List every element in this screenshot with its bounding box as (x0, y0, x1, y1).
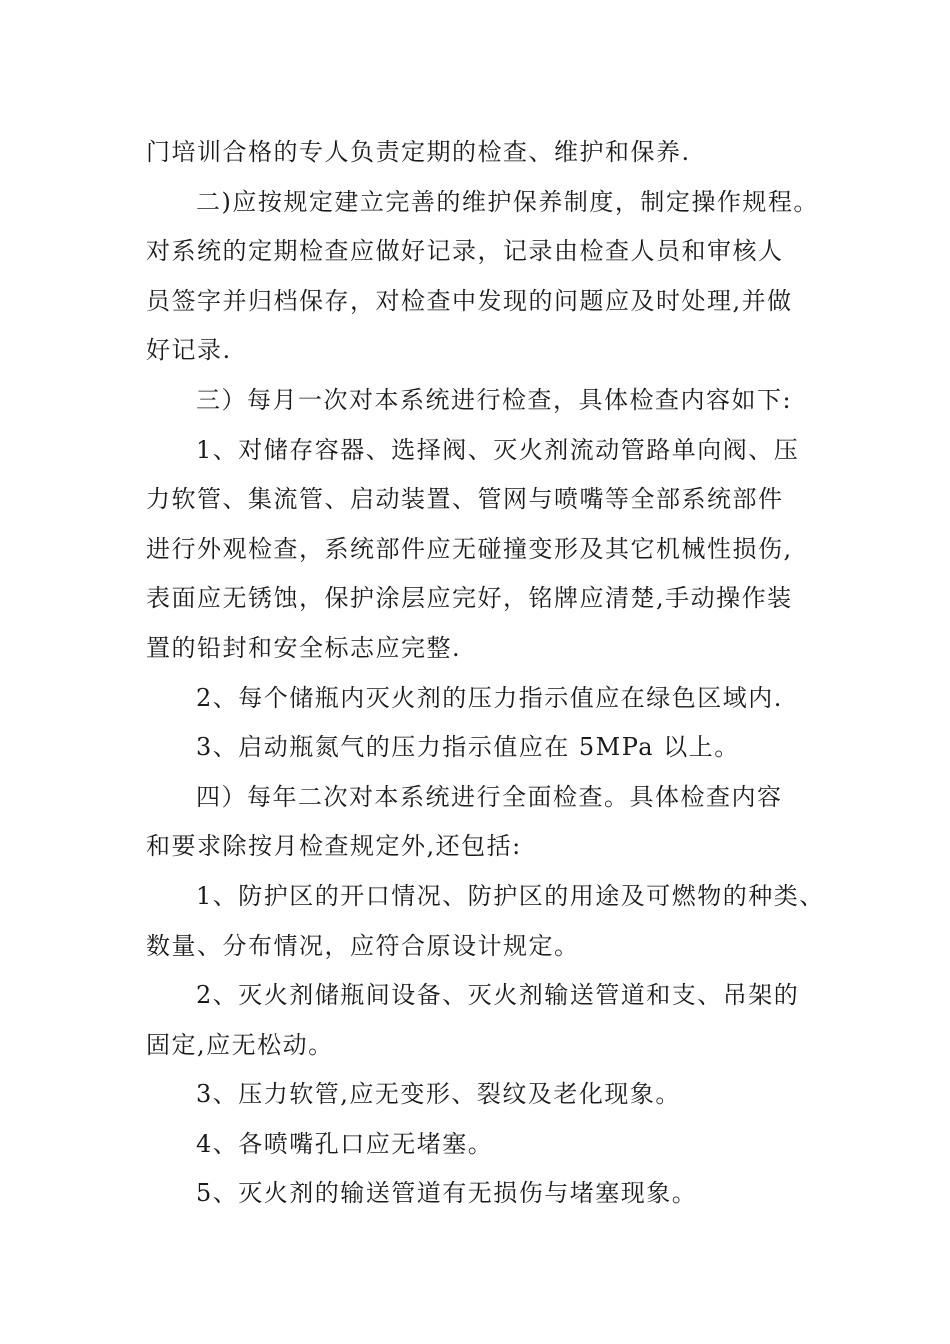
text-line: 力软管、集流管、启动装置、管网与喷嘴等全部系统部件 (146, 485, 784, 514)
text-line: 员签字并归档保存，对检查中发现的问题应及时处理,并做 (146, 286, 793, 315)
text-line: 2、每个储瓶内灭火剂的压力指示值应在绿色区域内. (196, 683, 783, 712)
text-line: 置的铅封和安全标志应完整. (146, 633, 462, 662)
text-line: 好记录. (146, 336, 232, 365)
text-line: 1、防护区的开口情况、防护区的用途及可燃物的种类、 (196, 881, 825, 910)
text-line: 5、灭火剂的输送管道有无损伤与堵塞现象。 (196, 1179, 698, 1208)
text-line: 表面应无锈蚀，保护涂层应完好，铭牌应清楚,手动操作装 (146, 584, 793, 613)
text-line: 数量、分布情况，应符合原设计规定。 (146, 931, 580, 960)
text-line: 门培训合格的专人负责定期的检查、维护和保养. (146, 138, 691, 166)
text-line: 和要求除按月检查规定外,还包括: (146, 832, 522, 861)
text-line: 对系统的定期检查应做好记录，记录由检查人员和审核人 (146, 237, 784, 266)
text-line: 2、灭火剂储瓶间设备、灭火剂输送管道和支、吊架的 (196, 981, 800, 1010)
text-line: 三）每月一次对本系统进行检查，具体检查内容如下: (196, 385, 793, 414)
text-line: 4、各喷嘴孔口应无堵塞。 (196, 1129, 494, 1158)
text-line: 二)应按规定建立完善的维护保养制度，制定操作规程。 (196, 187, 819, 216)
text-line: 四）每年二次对本系统进行全面检查。具体检查内容 (196, 782, 783, 811)
text-line: 进行外观检查，系统部件应无碰撞变形及其它机械性损伤, (146, 534, 793, 563)
document-body (146, 128, 826, 1219)
text-line: 1、对储存容器、选择阀、灭火剂流动管路单向阀、压 (196, 435, 800, 464)
text-line: 固定,应无松动。 (146, 1030, 334, 1059)
text-line: 3、压力软管,应无变形、裂纹及老化现象。 (196, 1080, 681, 1109)
text-line: 3、启动瓶氮气的压力指示值应在 5MPa 以上。 (196, 733, 740, 762)
